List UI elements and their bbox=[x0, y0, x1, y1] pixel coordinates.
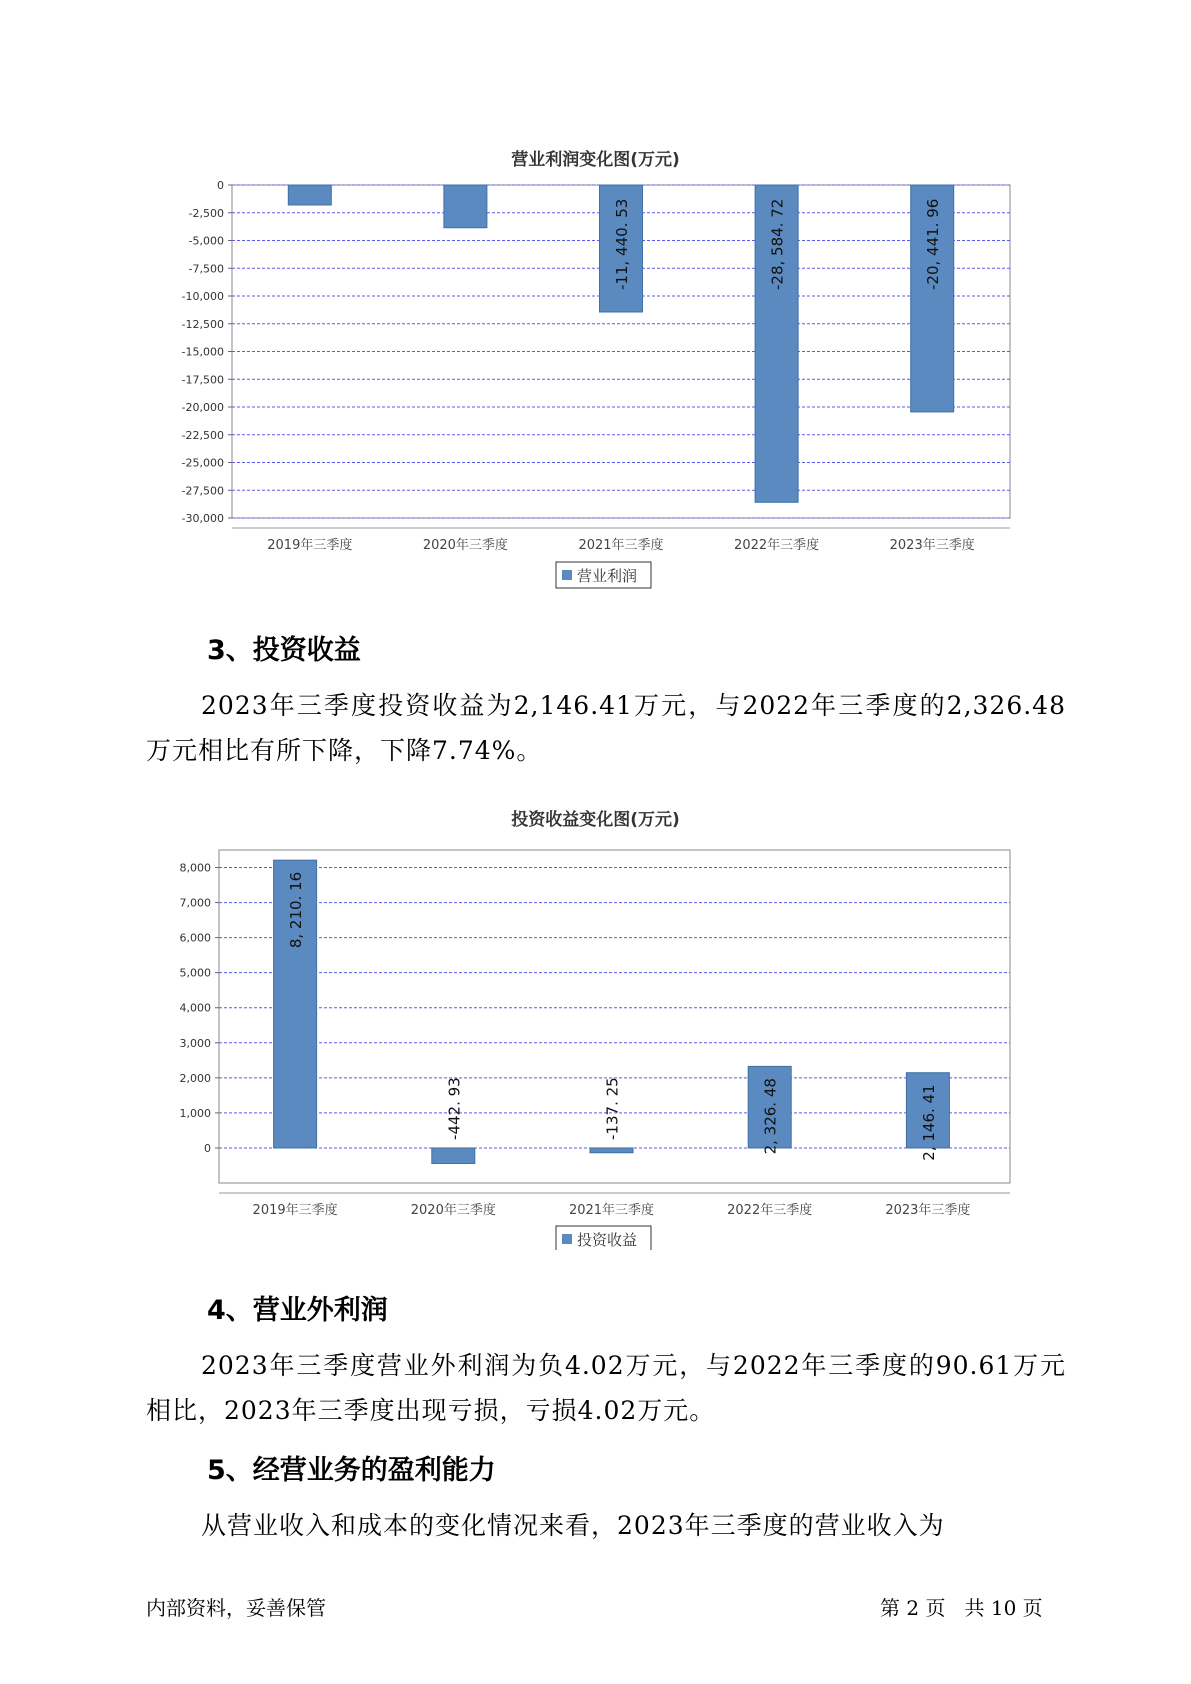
footer-note: 内部资料，妥善保管 bbox=[146, 1596, 326, 1620]
y-tick-label: 0 bbox=[217, 179, 224, 192]
bar-data-label: -20, 441. 96 bbox=[924, 198, 943, 290]
y-tick-label: 7,000 bbox=[179, 896, 211, 910]
operating-profit-chart bbox=[0, 140, 1191, 590]
bar-data-label: 2, 146. 41 bbox=[919, 1084, 938, 1161]
legend-swatch bbox=[562, 1234, 572, 1244]
y-tick-label: -5,000 bbox=[188, 234, 224, 248]
bar-data-label: -137. 25 bbox=[603, 1077, 622, 1140]
y-tick-label: -15,000 bbox=[181, 345, 224, 359]
y-tick-label: 8,000 bbox=[179, 861, 211, 875]
y-tick-label: -27,500 bbox=[181, 484, 224, 498]
investment-income-chart bbox=[0, 800, 1191, 1250]
y-tick-label: -12,500 bbox=[181, 317, 224, 331]
x-tick-label: 2023年三季度 bbox=[889, 538, 975, 553]
y-tick-label: -20,000 bbox=[181, 401, 224, 414]
y-tick-label: 3,000 bbox=[179, 1036, 211, 1050]
x-tick-label: 2020年三季度 bbox=[422, 538, 508, 553]
y-tick-label: 6,000 bbox=[179, 931, 211, 945]
legend-swatch bbox=[562, 570, 572, 580]
bar bbox=[444, 185, 487, 228]
bar-data-label: -11, 440. 53 bbox=[613, 198, 631, 290]
bar-data-label: 2, 326. 48 bbox=[761, 1078, 780, 1155]
y-tick-label: 1,000 bbox=[179, 1106, 211, 1120]
x-tick-label: 2019年三季度 bbox=[252, 1203, 338, 1218]
bar bbox=[432, 1148, 475, 1164]
section-paragraph-profitability: 从营业收入和成本的变化情况来看，2023年三季度的营业收入为 bbox=[201, 1511, 945, 1540]
y-tick-label: -2,500 bbox=[188, 206, 224, 220]
legend-label: 营业利润 bbox=[577, 567, 638, 585]
y-tick-label: -10,000 bbox=[181, 290, 224, 303]
x-tick-label: 2022年三季度 bbox=[734, 538, 820, 553]
x-tick-label: 2021年三季度 bbox=[578, 538, 664, 553]
legend-label: 投资收益 bbox=[577, 1231, 638, 1249]
operating-profit-chart-svg bbox=[0, 140, 1191, 590]
y-tick-label: 5,000 bbox=[179, 966, 211, 980]
y-tick-label: 0 bbox=[204, 1141, 211, 1155]
x-tick-label: 2019年三季度 bbox=[267, 538, 353, 553]
x-tick-label: 2023年三季度 bbox=[885, 1203, 971, 1218]
footer-page-number: 第 2 页 共 10 页 bbox=[880, 1596, 1043, 1620]
bar-data-label: 8, 210. 16 bbox=[287, 871, 306, 949]
bar bbox=[288, 185, 331, 205]
bar-data-label: -442. 93 bbox=[445, 1077, 464, 1140]
section-heading-non-operating-profit: 4、营业外利润 bbox=[207, 1295, 388, 1326]
bar-data-label: -28, 584. 72 bbox=[768, 198, 787, 290]
bar bbox=[590, 1148, 633, 1153]
y-tick-label: -17,500 bbox=[181, 373, 224, 387]
y-tick-label: 2,000 bbox=[179, 1071, 211, 1085]
chart-title: 营业利润变化图(万元) bbox=[511, 150, 680, 170]
y-tick-label: -30,000 bbox=[181, 512, 224, 525]
y-tick-label: 4,000 bbox=[179, 1001, 211, 1015]
y-tick-label: -25,000 bbox=[181, 456, 224, 470]
x-tick-label: 2022年三季度 bbox=[727, 1203, 813, 1218]
investment-income-chart-svg bbox=[0, 800, 1191, 1250]
section-paragraph-investment-income: 2023年三季度投资收益为2,146.41万元，与2022年三季度的2,326.48万元相比有所下降，下降7.74%。 bbox=[146, 691, 1066, 765]
section-heading-investment-income: 3、投资收益 bbox=[207, 635, 361, 666]
y-tick-label: -22,500 bbox=[181, 428, 224, 442]
y-tick-label: -7,500 bbox=[188, 262, 224, 276]
section-heading-profitability: 5、经营业务的盈利能力 bbox=[207, 1455, 496, 1486]
x-tick-label: 2021年三季度 bbox=[568, 1203, 655, 1218]
x-tick-label: 2020年三季度 bbox=[410, 1203, 496, 1218]
chart-title: 投资收益变化图(万元) bbox=[511, 810, 680, 830]
section-paragraph-non-operating-profit: 2023年三季度营业外利润为负4.02万元，与2022年三季度的90.61万元相比，2023年三季度出现亏损，亏损4.02万元。 bbox=[146, 1351, 1066, 1425]
